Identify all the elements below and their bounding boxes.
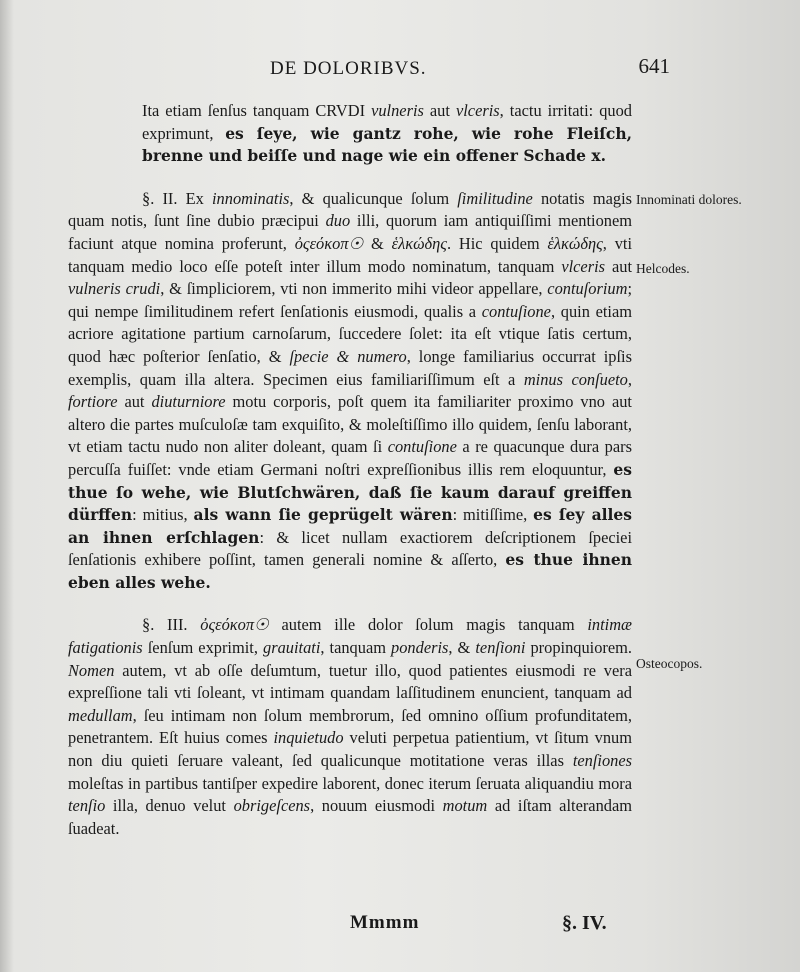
page-number: 641 xyxy=(638,54,670,78)
paragraph-section-3 xyxy=(68,614,632,840)
text-run: : mitius, xyxy=(132,505,194,525)
section-number: §. II. xyxy=(142,188,178,208)
text-run: , xyxy=(627,369,632,389)
greek-text: ὀςεόκοπ☉ xyxy=(294,233,364,253)
text-run: notatis magis quam notis, ſunt ſine dubio præcipui xyxy=(68,188,632,231)
text-run: tenſio xyxy=(68,796,106,816)
text-run: duo xyxy=(325,211,351,231)
text-run: aut xyxy=(423,101,456,120)
text-run: vlceris xyxy=(561,256,606,276)
text-run: ſimilitudine xyxy=(457,188,533,208)
section-number: §. III. xyxy=(142,615,188,635)
text-run: fortiore xyxy=(68,392,118,412)
text-run: obrigeſcens xyxy=(233,796,311,816)
text-run: Ita etiam ſenſus tanquam CRVDI xyxy=(142,101,372,120)
text-run: : mitiſſime, xyxy=(452,505,534,525)
text-run: ; qui nempe ſimilitudinem refert ſenſationis eiusmodi, qualis a xyxy=(68,279,632,321)
text-run: , vti tanquam medio loco eſſe poteſt inter illum modo nominatum, tanquam xyxy=(68,233,632,276)
text-run: grauitati xyxy=(263,638,321,658)
text-run: motu corporis, poſt quem ita familiariter proximo vno aut altero die partes muſculoſæ tam exquiſito, & moleſtiſſimo illo quidem, ſenſu laborant, vt etiam tactu nudo non aliter doleant, quam ſi xyxy=(68,392,632,457)
text-run: , & xyxy=(448,638,476,658)
text-run: tenſioni xyxy=(475,638,526,658)
greek-text: ἑλκώδης xyxy=(547,233,603,253)
text-run: ſenſum exprimit, xyxy=(142,638,263,658)
text-run: ſpecie & numero xyxy=(289,346,407,366)
text-run: : & licet nullam exactiorem deſcriptionem ſpeciei ſenſationis exhibere poſſint, tamen generali nomine & aſſerto, xyxy=(68,527,633,570)
greek-text: ἑλκώδης xyxy=(391,233,447,253)
text-run: aut xyxy=(117,392,152,412)
text-run: contuſione xyxy=(481,301,551,321)
paragraph-section-2 xyxy=(68,188,632,595)
german-text: es ſeye, wie gantz rohe, wie rohe Fleiſch, brenne und beiſſe und nage wie ein offener Schade x. xyxy=(142,123,632,166)
text-run: inquietudo xyxy=(273,728,344,748)
german-text: es thue ihnen eben alles wehe. xyxy=(68,550,633,592)
text-run: intimæ fatigationis xyxy=(68,615,632,658)
text-run: contuſione xyxy=(387,437,457,457)
margin-note-osteocopos: Osteocopos. xyxy=(636,656,703,671)
body-text xyxy=(68,100,632,840)
page-header xyxy=(150,54,670,88)
text-run: illa, denuo velut xyxy=(105,796,234,816)
margin-note-helcodes: Helcodes. xyxy=(636,261,690,276)
text-run: contuſorium xyxy=(547,279,628,299)
text-run: innominatis xyxy=(212,188,290,208)
text-run: , & qualicunque ſolum xyxy=(289,188,458,208)
text-run: vulneris crudi xyxy=(68,279,161,299)
text-run: autem, vt ab oſſe deſumtum, tuetur illo, quod patientes eiusmodi re vera expreſſione tali vti ſoleant, vt intimam quandam laſſitudinem enuncient, tanquam ad xyxy=(68,660,632,703)
catchword: §. IV. xyxy=(562,912,607,934)
running-head: DE DOLORIBVS. xyxy=(270,58,427,79)
text-run: , & ſimpliciorem, vti non immerito mihi videor appellare, xyxy=(160,279,548,299)
greek-text: ὀςεόκοπ☉ xyxy=(200,615,269,635)
signature-mark: Mmmm xyxy=(350,912,420,933)
text-run: , longe familiarius occurrat ipſis exemplis, quam illa altera. Specimen eius familiariſſimum eſt a xyxy=(68,346,632,389)
text-run: , tanquam xyxy=(320,638,392,658)
paragraph-intro xyxy=(68,100,632,168)
text-run: veluti perpetua patientium, vt ſitum vnum non diu quieti ſeruare valeant, ſed qualicunque motitatione veras illas xyxy=(68,728,632,771)
text-run: tenſiones xyxy=(572,751,632,771)
german-text: es ſey alles an ihnen erſchlagen xyxy=(68,505,632,547)
text-run: Ex xyxy=(177,188,212,208)
text-run: a re quacunque dura pars percuſſa fuiſſet: vnde etiam Germani noſtri expreſſionibus illis rem eloquuntur, xyxy=(68,437,632,479)
text-run: & xyxy=(363,233,392,253)
text-run: , quin etiam acriore agitatione partium carnoſarum, ſuccedere ſolet: ita eſt vtique ſatis certum, quod hæc poſterior ſenſatio, & xyxy=(68,301,632,366)
text-run: aut xyxy=(605,256,633,276)
text-run: moleſtas in partibus tantiſper expedire laborent, donec iterum ſeruata aliquandiu mora xyxy=(68,773,632,793)
text-run: propinquiorem. xyxy=(525,638,632,658)
text-run: , tactu irritati: quod exprimunt, xyxy=(142,101,632,143)
page-footer xyxy=(350,912,650,942)
text-run: motum xyxy=(442,796,488,816)
text-run: illi, quorum iam antiquiſſimi mentionem faciunt atque nomina proferunt, xyxy=(68,211,632,253)
text-run: , nouum eiusmodi xyxy=(310,796,443,816)
text-run: ad iſtam alterandam ſuadeat. xyxy=(68,796,632,838)
text-run xyxy=(188,615,201,634)
german-text: als wann ſie geprügelt wären xyxy=(193,505,453,525)
text-run: vulneris xyxy=(371,101,424,120)
text-run: autem ille dolor ſolum magis tanquam xyxy=(268,615,588,635)
text-run: vlceris xyxy=(455,101,500,120)
text-run: diuturniore xyxy=(151,392,226,412)
text-run: ponderis xyxy=(391,638,449,658)
text-run: , ſeu intimam non ſolum membrorum, ſed omnino oſſium profunditatem, penetrantem. Eſt huius comes xyxy=(68,705,632,748)
text-run: . Hic quidem xyxy=(446,233,548,253)
text-run: Nomen xyxy=(68,660,115,680)
margin-note-innominati: Innominati dolores. xyxy=(636,192,742,207)
text-run: minus conſueto xyxy=(523,369,628,389)
text-run: medullam xyxy=(68,705,133,725)
german-text: es thue ſo wehe, wie Blutſchwären, daß ſie kaum darauf greiffen dürffen xyxy=(68,459,632,525)
